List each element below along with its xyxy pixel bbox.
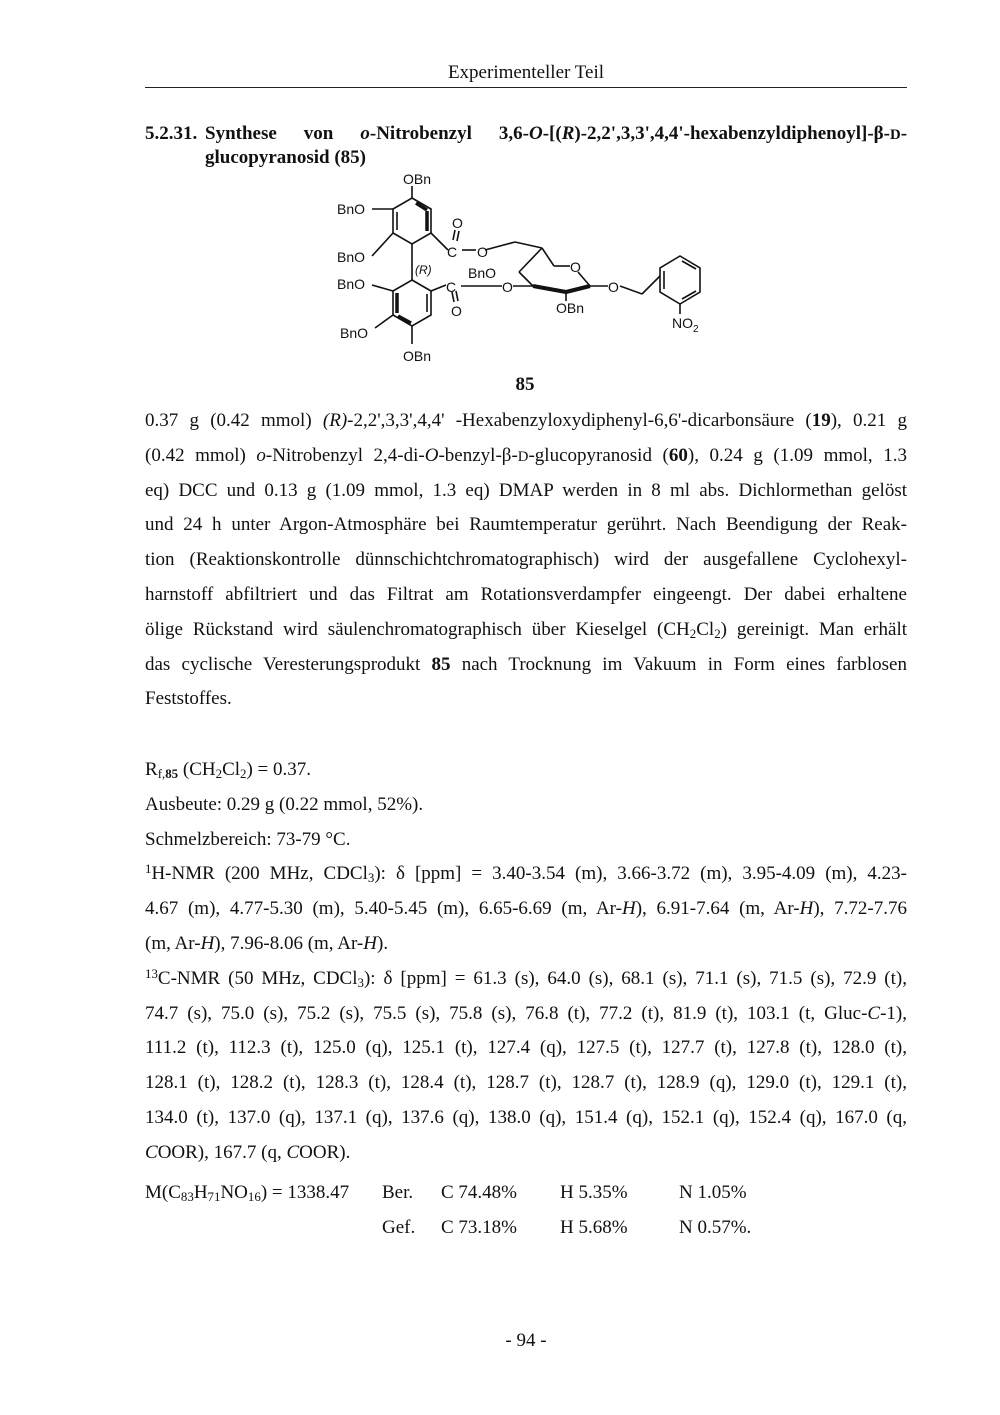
label-obn-bottom: OBn xyxy=(403,348,432,364)
label-bno-4: BnO xyxy=(340,325,369,341)
procedure-line: eq) DCC und 0.13 g (1.09 mmol, 1.3 eq) DMAP werden in 8 ml abs. Dichlormethan gelöst xyxy=(145,479,907,501)
heading-line-2: glucopyranosid (85) xyxy=(205,147,366,168)
found-n: N 0.57%. xyxy=(679,1216,752,1238)
label-stereo: (R) xyxy=(415,263,432,277)
procedure-line: 0.37 g (0.42 mmol) (R)-2,2',3,3',4,4' -Hexabenzyloxydiphenyl-6,6'-dicarbonsäure (19), 0.21 g xyxy=(145,410,907,431)
melting-range: Schmelzbereich: 73-79 °C. xyxy=(145,828,351,850)
chemical-structure xyxy=(320,168,740,368)
label-oxygen-ring: O xyxy=(570,259,581,275)
calc-label: Ber. xyxy=(382,1182,414,1203)
procedure-line: harnstoff abfiltriert und das Filtrat am Rotationsverdampfer eingeengt. Der dabei erhaltene xyxy=(145,583,907,605)
calc-c: C 74.48% xyxy=(441,1182,517,1203)
procedure-line: tion (Reaktionskontrolle dünnschichtchromatographisch) wird der ausgefallene Cyclohexyl- xyxy=(145,549,907,571)
structure-drawing xyxy=(320,168,740,368)
procedure-line: das cyclische Veresterungsprodukt 85 nach Trocknung im Vakuum in Form eines farblosen xyxy=(145,653,907,675)
label-nitro: $NO_2$ xyxy=(672,315,699,335)
found-h: H 5.68% xyxy=(560,1216,628,1238)
label-oxygen-ester-lower: O xyxy=(502,279,513,295)
procedure-line: und 24 h unter Argon-Atmosphäre bei Raumtemperatur gerührt. Nach Beendigung der Reak- xyxy=(145,514,907,536)
h-nmr-line: (m, Ar-H), 7.96-8.06 (m, Ar-H). xyxy=(145,932,389,954)
label-carbon-upper: C xyxy=(447,244,458,260)
c-nmr-line: 134.0 (t), 137.0 (q), 137.1 (q), 137.6 (q), 138.0 (q), 151.4 (q), 152.1 (q), 152.4 (q), 167.0 (q, xyxy=(145,1106,907,1128)
c-nmr-line: 128.1 (t), 128.2 (t), 128.3 (t), 128.4 (t), 128.7 (t), 128.7 (t), 128.9 (q), 129.0 (t), 129.1 (t), xyxy=(145,1072,907,1094)
found-c: C 73.18% xyxy=(441,1216,517,1238)
label-obn-top: OBn xyxy=(403,171,432,187)
label-bno-3: BnO xyxy=(337,276,366,292)
h-nmr-line: $^1$H-NMR (200 MHz, CDCl$_3$): δ [ppm] = 3.40-3.54 (m), 3.66-3.72 (m), 3.95-4.09 (m), 4.23- xyxy=(145,861,907,886)
characterization-data xyxy=(145,753,907,1171)
page-number: - 94 - xyxy=(505,1330,547,1351)
compound-number: 85 xyxy=(515,374,535,395)
label-oxygen-dbl-upper: O xyxy=(452,215,463,231)
section-number: 5.2.31. xyxy=(145,123,198,144)
molecular-formula: $M(C_{83}H_{71}NO_{16}) = 1338.47$ xyxy=(145,1182,350,1205)
running-header: Experimenteller Teil xyxy=(447,62,605,83)
label-bno-2: BnO xyxy=(337,249,366,265)
c-nmr-line: $^{13}$C-NMR (50 MHz, CDCl$_3$): δ [ppm] = 61.3 (s), 64.0 (s), 68.1 (s), 71.1 (s), 71.5 (s), 72.9 (t), xyxy=(145,965,907,990)
nitrophenyl-ring xyxy=(660,256,700,304)
procedure-line: (0.42 mmol) o-Nitrobenzyl 2,4-di-O-benzyl-β-D-glucopyranosid (60), 0.24 g (1.09 mmol, 1.3 xyxy=(145,444,907,466)
header-rule xyxy=(145,87,907,88)
c-nmr-line: 111.2 (t), 112.3 (t), 125.0 (q), 125.1 (t), 127.4 (q), 127.5 (t), 127.7 (t), 127.8 (t), 128.0 (t), xyxy=(145,1037,907,1059)
calc-h: H 5.35% xyxy=(560,1182,628,1203)
label-obn-sugar: OBn xyxy=(556,300,585,316)
calc-n: N 1.05% xyxy=(679,1182,747,1203)
procedure-paragraph xyxy=(145,404,907,717)
found-label: Gef. xyxy=(382,1216,416,1238)
label-oxygen-glyco: O xyxy=(608,279,619,295)
heading-line-1: Synthese von o-Nitrobenzyl 3,6-O-[(R)-2,2',3,3',4,4'-hexabenzyldiphenoyl]-β-D- xyxy=(205,123,908,144)
procedure-line: Feststoffes. xyxy=(145,688,232,710)
c-nmr-line: COOR), 167.7 (q, COOR). xyxy=(145,1141,351,1163)
h-nmr-line: 4.67 (m), 4.77-5.30 (m), 5.40-5.45 (m), 6.65-6.69 (m, Ar-H), 6.91-7.64 (m, Ar-H), 7.72-7.76 xyxy=(145,898,907,920)
rf-value: $R_{f,85}$ $(CH_2Cl_2) = 0.37$. xyxy=(145,759,312,782)
c-nmr-line: 74.7 (s), 75.0 (s), 75.2 (s), 75.5 (s), 75.8 (s), 76.8 (t), 77.2 (t), 81.9 (t), 103.1 (t, Gluc-C-1), xyxy=(145,1002,907,1024)
label-oxygen-ester-upper: O xyxy=(477,244,488,260)
label-bno-1: BnO xyxy=(337,201,366,217)
yield: Ausbeute: 0.29 g (0.22 mmol, 52%). xyxy=(145,793,424,815)
label-carbon-lower: C xyxy=(446,279,457,295)
procedure-line: ölige Rückstand wird säulenchromatographisch über Kieselgel $(CH_2Cl_2)$ gereinigt. Man erhält xyxy=(145,618,908,641)
label-bno-sugar: BnO xyxy=(468,265,497,281)
label-oxygen-dbl-lower: O xyxy=(451,303,462,319)
